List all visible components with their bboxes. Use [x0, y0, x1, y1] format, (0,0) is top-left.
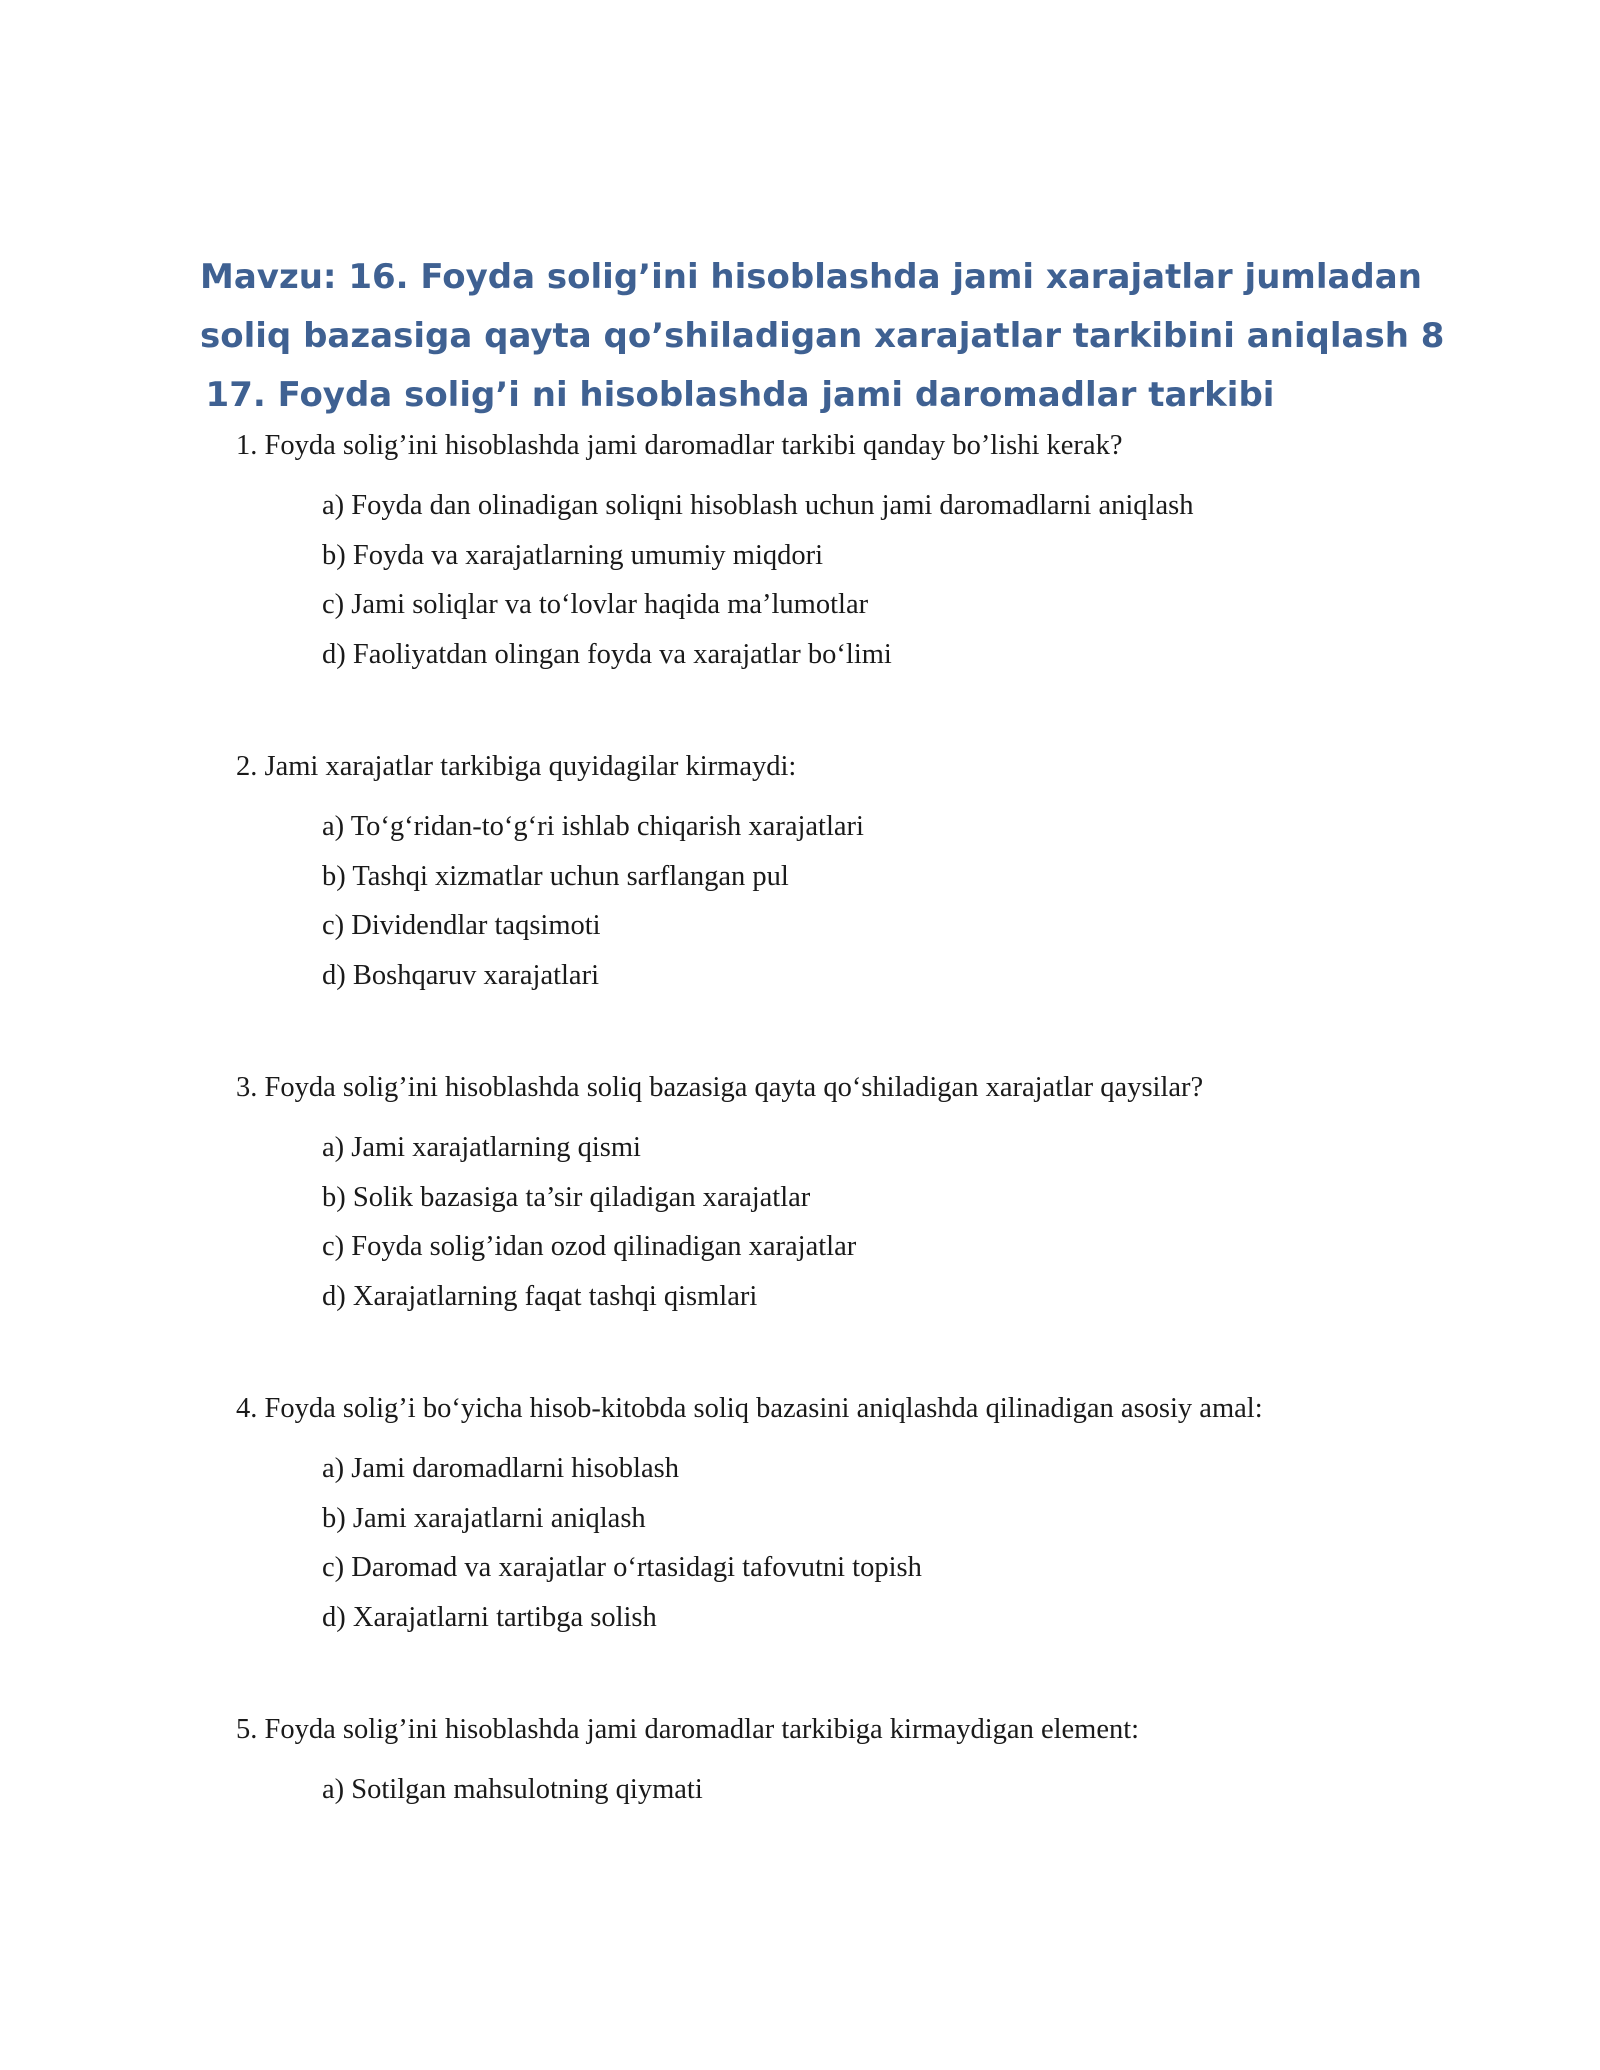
title-line-3: 17. Foyda solig’i ni hisoblashda jami daromadlar tarkibi: [205, 375, 1275, 415]
answer-option-a: a) Jami daromadlarni hisoblash: [322, 1453, 679, 1484]
answer-option-d: d) Xarajatlarni tartibga solish: [322, 1601, 657, 1633]
question-5: [236, 1709, 1336, 1815]
answer-option-b: b) Solik bazasiga ta’sir qiladigan xarajatlar: [322, 1181, 811, 1213]
question-text: 3. Foyda solig’ini hisoblashda soliq bazasiga qayta qo‘shiladigan xarajatlar qaysilar?: [236, 1072, 1204, 1103]
answer-option-d: d) Boshqaruv xarajatlari: [322, 959, 599, 991]
answer-option-b: b) Tashqi xizmatlar uchun sarflangan pul: [322, 860, 789, 892]
answer-option-c: c) Dividendlar taqsimoti: [322, 910, 601, 941]
answer-option-b: b) Jami xarajatlarni aniqlash: [322, 1502, 646, 1534]
answer-options: [322, 481, 1336, 679]
question-list: [236, 425, 1336, 1815]
question-text: 4. Foyda solig’i bo‘yicha hisob-kitobda soliq bazasini aniqlashda qilinadigan asosiy amal:: [236, 1393, 1263, 1424]
answer-options: [322, 802, 1336, 1000]
answer-option-c: c) Foyda solig’idan ozod qilinadigan xarajatlar: [322, 1231, 857, 1262]
answer-option-d: d) Xarajatlarning faqat tashqi qismlari: [322, 1280, 758, 1312]
answer-option-b: b) Foyda va xarajatlarning umumiy miqdori: [322, 539, 824, 571]
answer-option-d: d) Faoliyatdan olingan foyda va xarajatlar bo‘limi: [322, 638, 892, 670]
question-text: 2. Jami xarajatlar tarkibiga quyidagilar kirmaydi:: [236, 751, 797, 782]
answer-options: [322, 1765, 1336, 1815]
document-title: [200, 248, 1445, 425]
title-line-2: soliq bazasiga qayta qo’shiladigan xarajatlar tarkibini aniqlash 8: [200, 316, 1445, 356]
question-text: 5. Foyda solig’ini hisoblashda jami daromadlar tarkibiga kirmaydigan element:: [236, 1714, 1140, 1745]
question-3: [236, 1067, 1336, 1321]
answer-options: [322, 1444, 1336, 1642]
question-text: 1. Foyda solig’ini hisoblashda jami daromadlar tarkibi qanday bo’lishi kerak?: [236, 430, 1123, 461]
answer-option-a: a) To‘g‘ridan-to‘g‘ri ishlab chiqarish xarajatlari: [322, 811, 864, 842]
answer-option-c: c) Daromad va xarajatlar o‘rtasidagi tafovutni topish: [322, 1552, 922, 1583]
answer-option-a: a) Jami xarajatlarning qismi: [322, 1132, 641, 1163]
question-2: [236, 746, 1336, 1000]
answer-option-a: a) Foyda dan olinadigan soliqni hisoblash uchun jami daromadlarni aniqlash: [322, 490, 1194, 521]
answer-option-c: c) Jami soliqlar va to‘lovlar haqida ma’lumotlar: [322, 589, 869, 620]
title-line-1: Mavzu: 16. Foyda solig’ini hisoblashda jami xarajatlar jumladan: [200, 257, 1422, 297]
question-4: [236, 1388, 1336, 1642]
answer-options: [322, 1123, 1336, 1321]
answer-option-a: a) Sotilgan mahsulotning qiymati: [322, 1774, 703, 1805]
question-1: [236, 425, 1336, 679]
